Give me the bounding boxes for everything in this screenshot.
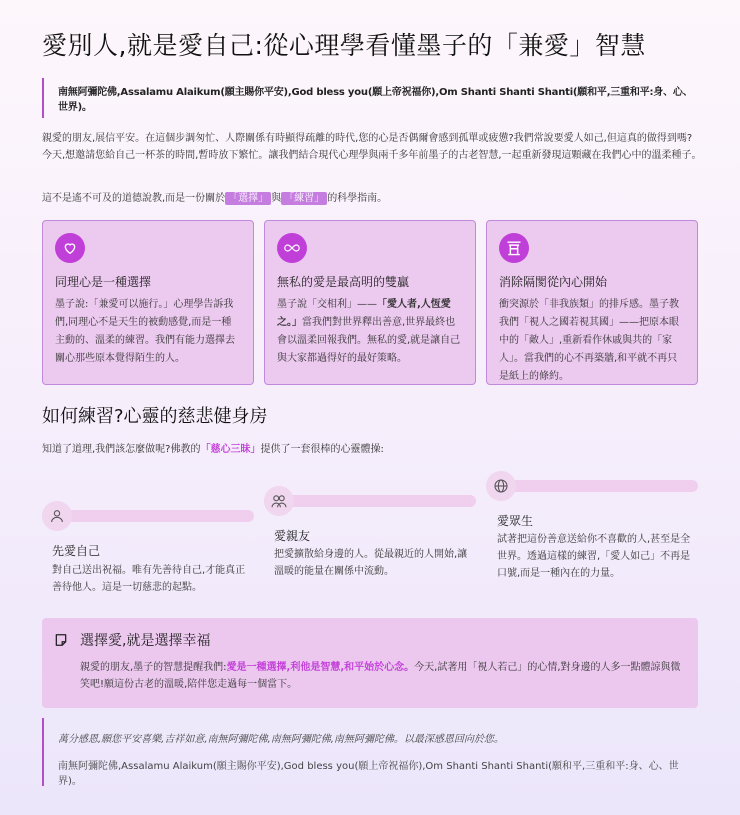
step-text: 把愛擴散給身邊的人。從最親近的人開始,讓溫暖的能量在關係中流動。 [274,549,468,577]
step-bar [486,480,698,492]
card-title: 同理心是一種選擇 [55,275,152,289]
step-title: 先愛自己 [52,544,101,558]
card-title: 無私的愛是最高明的雙贏 [277,275,410,289]
step-title: 愛親友 [274,529,311,543]
callout-title: 選擇愛,就是選擇幸福 [80,633,211,649]
people-icon [264,486,294,516]
callout-highlight: 愛是一種選擇,利他是智慧,和平始於心念。 [226,662,415,673]
step-title: 愛眾生 [497,514,534,528]
card-selfless-love [264,220,476,385]
highlight-choice: 「選擇」 [225,192,271,205]
card-empathy [42,220,254,385]
closing-quote [42,718,698,786]
highlight-practice: 「練習」 [281,192,327,205]
infinity-icon [277,233,307,263]
card-remove-barriers [486,220,698,385]
card-text: 衝突源於「非我族類」的排斥感。墨子教我們「視人之國若視其國」——把原本眼中的「敵人」,重新看作休戚與共的「家人」。當我們的心不再築牆,和平就不再只是紙上的條約。 [499,299,679,382]
practice-intro: 知道了道理,我們該怎麼做呢?佛教的「慈心三昧」提供了一套很棒的心靈體操: [42,444,384,455]
intro-paragraph: 親愛的朋友,展信平安。在這個步調匆忙、人際關係有時顯得疏離的時代,您的心是否偶爾會感到孤單或疲憊?我們常說要愛人如己,但這真的做得到嗎?今天,想邀請您給自己一杯茶的時間,暫時放下繁忙。讓我們結合現代心理學與兩千多年前墨子的古老智慧,一起重新發現這顆藏在我們心中的溫柔種子。 [42,133,702,161]
globe-icon [486,471,516,501]
blessing-quote-top: 南無阿彌陀佛,Assalamu Alaikum(願主賜你平安),God bless you(願上帝祝福你),Om Shanti Shanti Shanti(願和平,三重和平:身、心、世界)。 [42,78,698,118]
closing-wish: 萬分感恩,願您平安喜樂,吉祥如意,南無阿彌陀佛,南無阿彌陀佛,南無阿彌陀佛。以最深感恩回向於您。 [58,734,504,745]
page-title: 愛別人,就是愛自己:從心理學看懂墨子的「兼愛」智慧 [42,31,646,60]
card-text: 墨子說:「兼愛可以施行。」心理學告訴我們,同理心不是天生的被動感覺,而是一種主動的、溫柔的練習。我們有能力選擇去關心那些原本覺得陌生的人。 [55,299,235,364]
conclusion-callout [42,618,698,708]
step-text: 對自己送出祝福。唯有先善待自己,才能真正善待他人。這是一切慈悲的起點。 [52,565,246,593]
step-bar [264,495,476,507]
person-icon [42,501,72,531]
callout-text: 親愛的朋友,墨子的智慧提醒我們:愛是一種選擇,利他是智慧,和平始於心念。今天,試著用「視人若己」的心情,對身邊的人多一點體諒與微笑吧!願這份古老的溫暖,陪伴您走過每一個當下。 [80,662,681,690]
closing-blessing: 南無阿彌陀佛,Assalamu Alaikum(願主賜你平安),God bless you(願上帝祝福你),Om Shanti Shanti Shanti(願和平,三重和平:身、心、世界)。 [58,761,679,787]
section-heading: 如何練習?心靈的慈悲健身房 [42,406,268,427]
card-title: 消除隔閡從內心開始 [499,275,608,289]
card-text: 墨子說「交相利」——「愛人者,人恆愛之。」當我們對世界釋出善意,世界最終也會以溫柔回報我們。無私的愛,就是讓自己與大家都過得好的最好策略。 [277,299,461,364]
gate-icon [499,233,529,263]
step-bar [42,510,254,522]
heart-icon [55,233,85,263]
intro-guide-line: 這不是遙不可及的道德說教,而是一份關於 「選擇」 與 「練習」 的科學指南。 [42,193,388,204]
note-icon [54,633,68,647]
step-text: 試著把這份善意送給你不喜歡的人,甚至是全世界。透過這樣的練習,「愛人如己」不再是口號,而是一種內在的力量。 [497,534,691,579]
highlight-metta: 「慈心三昧」 [200,444,261,455]
